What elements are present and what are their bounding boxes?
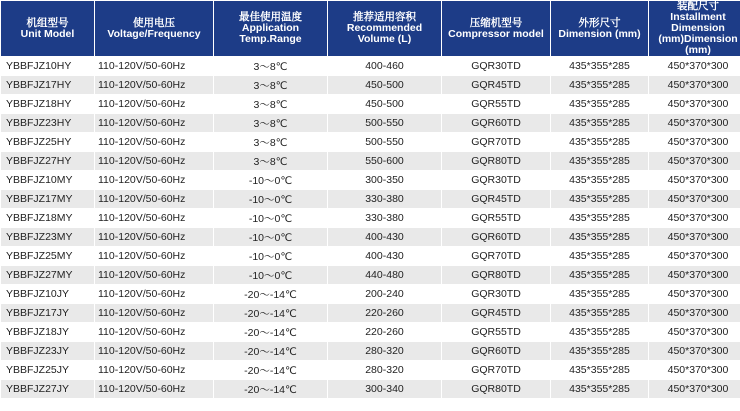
compressor-cell: GQR80TD [442, 152, 550, 170]
installment-dimension-cell: 450*370*300 [649, 266, 740, 284]
installment-dimension-cell: 450*370*300 [649, 95, 740, 113]
header-line: 最佳使用温度 [239, 11, 302, 23]
voltage-cell: 110-120V/50-60Hz [95, 247, 213, 265]
table-row [1, 114, 740, 132]
header-line: Installment Dimension [670, 11, 726, 34]
temp-range-cell: -10～0℃ [214, 190, 327, 208]
voltage-cell: 110-120V/50-60Hz [95, 76, 213, 94]
dimension-cell: 435*355*285 [551, 266, 648, 284]
voltage-cell: 110-120V/50-60Hz [95, 342, 213, 360]
table-row [1, 323, 740, 341]
header-line: Volume (L) [357, 33, 412, 45]
dimension-cell: 435*355*285 [551, 304, 648, 322]
installment-dimension-cell: 450*370*300 [649, 304, 740, 322]
volume-cell: 220-260 [328, 304, 441, 322]
compressor-cell: GQR80TD [442, 266, 550, 284]
unit-model-cell: YBBFJZ23JY [1, 342, 94, 360]
installment-dimension-cell: 450*370*300 [649, 228, 740, 246]
header-line: Compressor model [448, 27, 544, 40]
dimension-cell: 435*355*285 [551, 209, 648, 227]
temp-range-cell: 3～8℃ [214, 152, 327, 170]
compressor-cell: GQR60TD [442, 342, 550, 360]
temp-range-cell: -10～0℃ [214, 171, 327, 189]
dimension-header [551, 1, 648, 56]
compressor-cell: GQR55TD [442, 209, 550, 227]
unit-model-cell: YBBFJZ10HY [1, 57, 94, 75]
table-row [1, 361, 740, 379]
compressor-cell: GQR60TD [442, 114, 550, 132]
compressor-cell: GQR55TD [442, 323, 550, 341]
dimension-cell: 435*355*285 [551, 76, 648, 94]
header-line: Recommended [346, 22, 423, 34]
unit-model-cell: YBBFJZ17JY [1, 304, 94, 322]
compressor-cell: GQR55TD [442, 95, 550, 113]
header-line: Application [241, 22, 300, 34]
volume-cell: 400-460 [328, 57, 441, 75]
temp-range-cell: -10～0℃ [214, 209, 327, 227]
temp-range-cell: -20～-14℃ [214, 380, 327, 398]
unit-model-cell: YBBFJZ10MY [1, 171, 94, 189]
compressor-cell: GQR30TD [442, 57, 550, 75]
temp-range-cell: -20～-14℃ [214, 323, 327, 341]
table-row [1, 209, 740, 227]
compressor-cell: GQR30TD [442, 171, 550, 189]
dimension-cell: 435*355*285 [551, 228, 648, 246]
voltage-cell: 110-120V/50-60Hz [95, 152, 213, 170]
compressor-cell: GQR45TD [442, 76, 550, 94]
installment-dimension-cell: 450*370*300 [649, 380, 740, 398]
dimension-cell: 435*355*285 [551, 361, 648, 379]
temp-range-cell: -10～0℃ [214, 228, 327, 246]
voltage-cell: 110-120V/50-60Hz [95, 57, 213, 75]
installment-dimension-cell: 450*370*300 [649, 285, 740, 303]
temp-range-cell: 3～8℃ [214, 133, 327, 151]
header-line: 外形尺寸 [578, 16, 621, 29]
voltage-cell: 110-120V/50-60Hz [95, 114, 213, 132]
header-line: 装配尺寸 [677, 0, 719, 12]
volume-cell: 400-430 [328, 247, 441, 265]
temp-range-cell: -20～-14℃ [214, 361, 327, 379]
header-line: Voltage/Frequency [107, 27, 201, 40]
voltage-cell: 110-120V/50-60Hz [95, 95, 213, 113]
installment-dimension-cell: 450*370*300 [649, 152, 740, 170]
installment-dimension-cell: 450*370*300 [649, 171, 740, 189]
temp-range-cell: -10～0℃ [214, 266, 327, 284]
table-row [1, 342, 740, 360]
dimension-cell: 435*355*285 [551, 190, 648, 208]
dimension-cell: 435*355*285 [551, 57, 648, 75]
unit-model-cell: YBBFJZ23MY [1, 228, 94, 246]
dimension-cell: 435*355*285 [551, 152, 648, 170]
volume-cell: 280-320 [328, 361, 441, 379]
dimension-cell: 435*355*285 [551, 380, 648, 398]
dimension-cell: 435*355*285 [551, 247, 648, 265]
volume-cell: 220-260 [328, 323, 441, 341]
temp-range-cell: -20～-14℃ [214, 304, 327, 322]
header-line: 推荐适用容积 [353, 11, 416, 23]
table-row [1, 171, 740, 189]
temp-range-cell: -10～0℃ [214, 247, 327, 265]
volume-cell: 500-550 [328, 133, 441, 151]
table-row [1, 304, 740, 322]
compressor-cell: GQR45TD [442, 190, 550, 208]
table-row [1, 266, 740, 284]
voltage-cell: 110-120V/50-60Hz [95, 228, 213, 246]
compressor-cell: GQR45TD [442, 304, 550, 322]
compressor-cell: GQR80TD [442, 380, 550, 398]
voltage-cell: 110-120V/50-60Hz [95, 304, 213, 322]
unit-model-cell: YBBFJZ23HY [1, 114, 94, 132]
compressor-header [442, 1, 550, 56]
volume-cell: 200-240 [328, 285, 441, 303]
voltage-cell: 110-120V/50-60Hz [95, 266, 213, 284]
unit-model-cell: YBBFJZ17HY [1, 76, 94, 94]
header-line: 使用电压 [133, 16, 175, 29]
dimension-cell: 435*355*285 [551, 133, 648, 151]
compressor-cell: GQR70TD [442, 361, 550, 379]
voltage-cell: 110-120V/50-60Hz [95, 380, 213, 398]
table-row [1, 285, 740, 303]
installment-dimension-cell: 450*370*300 [649, 209, 740, 227]
table-row [1, 247, 740, 265]
installment-dimension-cell: 450*370*300 [649, 190, 740, 208]
unit-model-cell: YBBFJZ25HY [1, 133, 94, 151]
installment-dimension-cell: 450*370*300 [649, 76, 740, 94]
header-line: 压缩机型号 [469, 16, 523, 29]
volume-cell: 450-500 [328, 95, 441, 113]
temp-range-cell: -20～-14℃ [214, 285, 327, 303]
volume-cell: 450-500 [328, 76, 441, 94]
compressor-cell: GQR70TD [442, 133, 550, 151]
table-body [1, 57, 740, 398]
compressor-cell: GQR60TD [442, 228, 550, 246]
installment-dimension-header [649, 1, 740, 56]
unit-model-cell: YBBFJZ25MY [1, 247, 94, 265]
table-row [1, 57, 740, 75]
header-line: Unit Model [20, 27, 75, 40]
volume-cell: 550-600 [328, 152, 441, 170]
voltage-cell: 110-120V/50-60Hz [95, 285, 213, 303]
table-row [1, 133, 740, 151]
table-row [1, 228, 740, 246]
volume-cell: 500-550 [328, 114, 441, 132]
volume-cell: 330-380 [328, 190, 441, 208]
volume-cell: 440-480 [328, 266, 441, 284]
installment-dimension-cell: 450*370*300 [649, 323, 740, 341]
temp-range-cell: 3～8℃ [214, 114, 327, 132]
unit-model-cell: YBBFJZ10JY [1, 285, 94, 303]
unit-model-cell: YBBFJZ27MY [1, 266, 94, 284]
dimension-cell: 435*355*285 [551, 171, 648, 189]
dimension-cell: 435*355*285 [551, 342, 648, 360]
table-row [1, 152, 740, 170]
temp-range-cell: 3～8℃ [214, 95, 327, 113]
unit-model-cell: YBBFJZ18MY [1, 209, 94, 227]
voltage-cell: 110-120V/50-60Hz [95, 209, 213, 227]
dimension-cell: 435*355*285 [551, 323, 648, 341]
unit-model-header [1, 1, 94, 56]
volume-cell: 300-340 [328, 380, 441, 398]
voltage-cell: 110-120V/50-60Hz [95, 133, 213, 151]
unit-model-cell: YBBFJZ18HY [1, 95, 94, 113]
volume-cell: 280-320 [328, 342, 441, 360]
compressor-cell: GQR30TD [442, 285, 550, 303]
header-line: Temp.Range [239, 33, 302, 45]
volume-cell: 300-350 [328, 171, 441, 189]
voltage-cell: 110-120V/50-60Hz [95, 361, 213, 379]
voltage-cell: 110-120V/50-60Hz [95, 323, 213, 341]
installment-dimension-cell: 450*370*300 [649, 342, 740, 360]
unit-model-cell: YBBFJZ18JY [1, 323, 94, 341]
installment-dimension-cell: 450*370*300 [649, 247, 740, 265]
table-row [1, 190, 740, 208]
dimension-cell: 435*355*285 [551, 285, 648, 303]
installment-dimension-cell: 450*370*300 [649, 57, 740, 75]
temp-range-header [214, 1, 327, 56]
unit-model-cell: YBBFJZ17MY [1, 190, 94, 208]
unit-model-cell: YBBFJZ27JY [1, 380, 94, 398]
volume-cell: 400-430 [328, 228, 441, 246]
installment-dimension-cell: 450*370*300 [649, 361, 740, 379]
table-row [1, 380, 740, 398]
temp-range-cell: 3～8℃ [214, 76, 327, 94]
voltage-cell: 110-120V/50-60Hz [95, 171, 213, 189]
installment-dimension-cell: 450*370*300 [649, 114, 740, 132]
table-row [1, 95, 740, 113]
dimension-cell: 435*355*285 [551, 114, 648, 132]
unit-model-cell: YBBFJZ25JY [1, 361, 94, 379]
table-row [1, 76, 740, 94]
installment-dimension-cell: 450*370*300 [649, 133, 740, 151]
header-line: 机组型号 [26, 16, 69, 29]
unit-model-cell: YBBFJZ27HY [1, 152, 94, 170]
voltage-header [95, 1, 213, 56]
temp-range-cell: 3～8℃ [214, 57, 327, 75]
table-header-row [1, 1, 740, 56]
temp-range-cell: -20～-14℃ [214, 342, 327, 360]
volume-cell: 330-380 [328, 209, 441, 227]
header-line: Dimension (mm) [558, 27, 641, 40]
compressor-cell: GQR70TD [442, 247, 550, 265]
dimension-cell: 435*355*285 [551, 95, 648, 113]
header-line: (mm)Dimension (mm) [658, 33, 738, 56]
voltage-cell: 110-120V/50-60Hz [95, 190, 213, 208]
volume-header [328, 1, 441, 56]
